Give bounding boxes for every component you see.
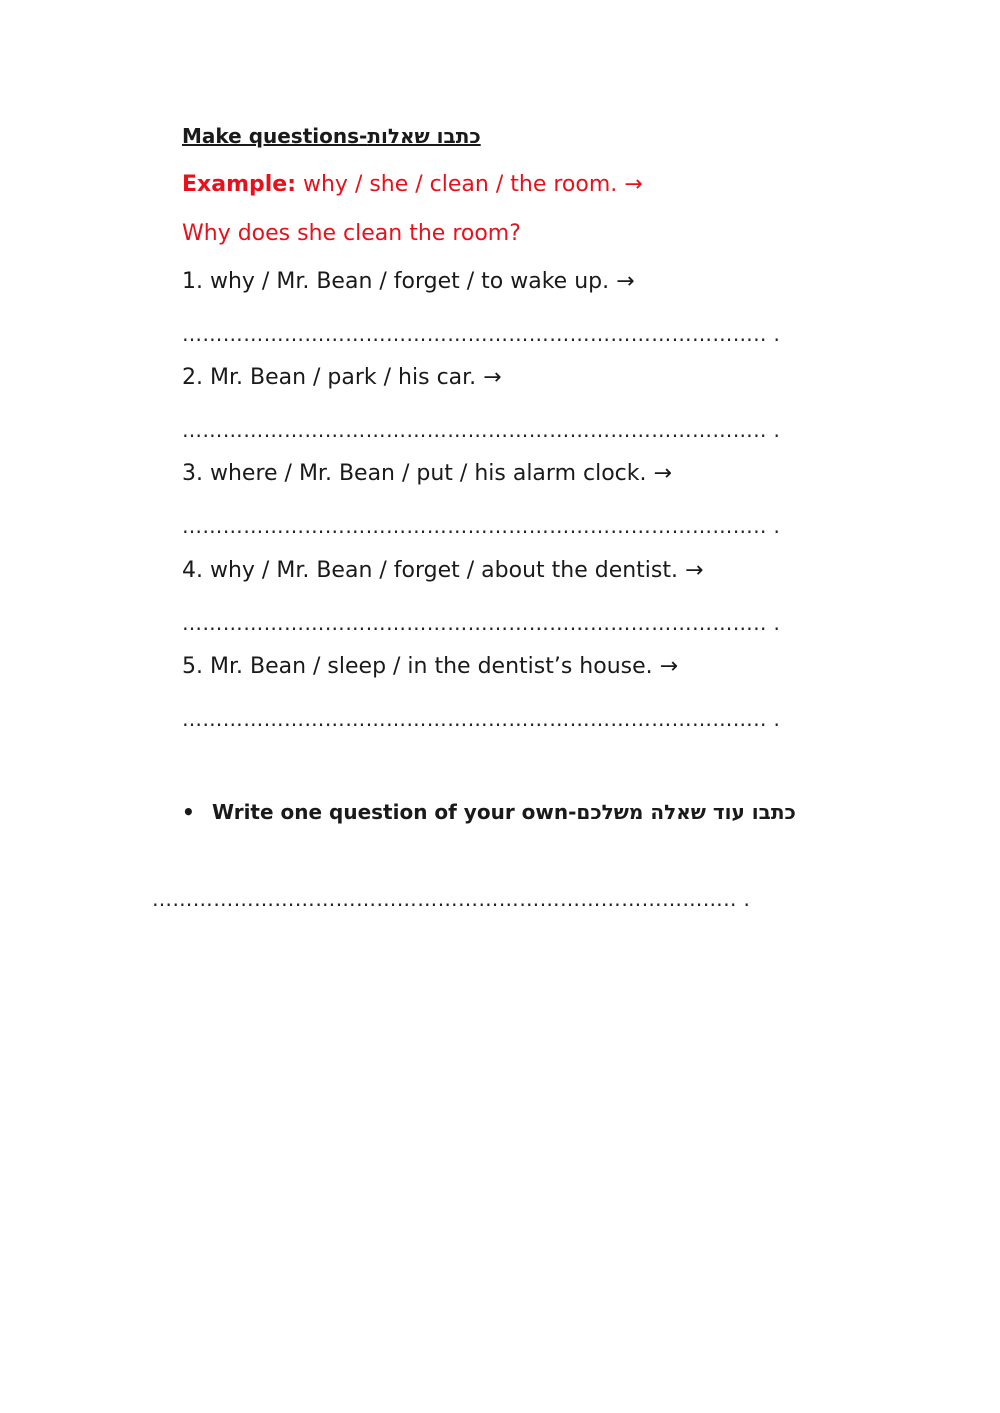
example-answer: Why does she clean the room?	[182, 221, 521, 246]
own-question-text: Write one question of your own-כתבו עוד שאלה משלכם	[212, 800, 796, 824]
question-4-prompt: 4. why / Mr. Bean / forget / about the dentist. →	[182, 558, 704, 583]
worksheet-title: Make questions-כתבו שאלות	[182, 124, 481, 148]
question-3-prompt: 3. where / Mr. Bean / put / his alarm clock. →	[182, 461, 672, 486]
example-prompt-text: why / she / clean / the room. →	[296, 172, 643, 197]
question-3-answer-line[interactable]: ………………………………………………………………………….. .	[182, 514, 781, 538]
question-5-prompt: 5. Mr. Bean / sleep / in the dentist’s house. →	[182, 654, 679, 679]
bullet-icon: •	[182, 800, 195, 824]
example-prompt	[182, 174, 643, 196]
own-question-instruction	[182, 800, 796, 824]
question-2-answer-line[interactable]: ………………………………………………………………………….. .	[182, 418, 781, 442]
question-1-prompt: 1. why / Mr. Bean / forget / to wake up. →	[182, 269, 635, 294]
question-2-prompt: 2. Mr. Bean / park / his car. →	[182, 365, 502, 390]
own-question-answer-line[interactable]: ………………………………………………………………………….. .	[152, 887, 751, 911]
question-1-answer-line[interactable]: ………………………………………………………………………….. .	[182, 322, 781, 346]
question-4-answer-line[interactable]: ………………………………………………………………………….. .	[182, 611, 781, 635]
example-label: Example:	[182, 172, 296, 197]
question-5-answer-line[interactable]: ………………………………………………………………………….. .	[182, 707, 781, 731]
